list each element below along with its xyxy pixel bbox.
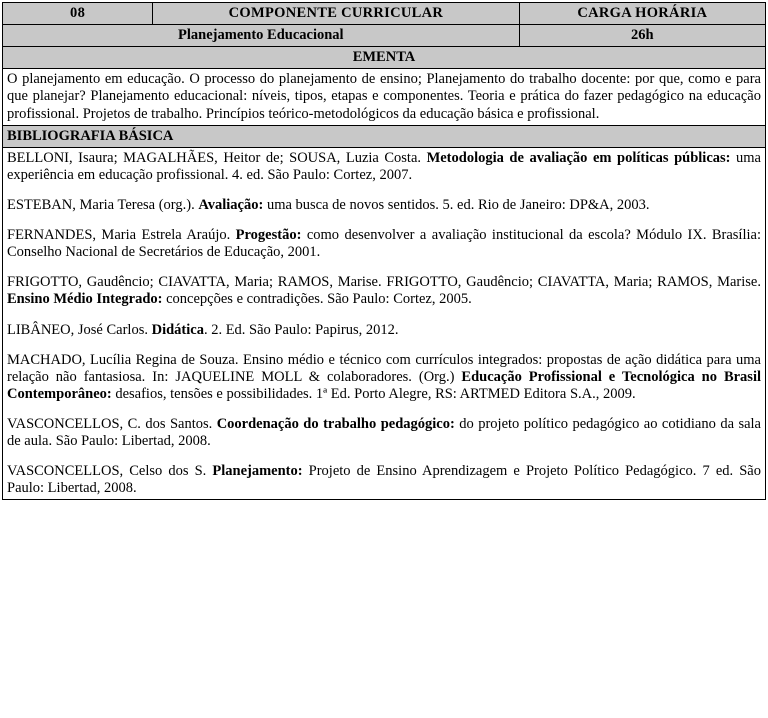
table-row-ementa-body <box>3 69 766 125</box>
reference-text: VASCONCELLOS, Celso dos S. <box>7 463 213 480</box>
reference-title: Ensino Médio Integrado: <box>7 291 163 308</box>
reference-text: FERNANDES, Maria Estrela Araújo. <box>7 227 236 244</box>
component-name-cell: Planejamento Educacional <box>3 25 520 47</box>
document-page <box>0 2 768 500</box>
bibliography-entry <box>7 197 761 214</box>
reference-text: desafios, tensões e possibilidades. 1ª Ed. Porto Alegre, RS: ARTMED Editora S.A., 2009. <box>111 385 636 402</box>
table-row-header <box>3 3 766 25</box>
reference-title: Progestão: <box>235 227 302 244</box>
bibliografia-section-title: BIBLIOGRAFIA BÁSICA <box>3 125 766 147</box>
reference-title: Avaliação: <box>198 196 264 213</box>
bibliography-entry <box>7 322 761 339</box>
reference-text: ESTEBAN, Maria Teresa (org.). <box>7 196 199 213</box>
workload-value-cell: 26h <box>519 25 765 47</box>
bibliography-entry <box>7 463 761 497</box>
component-code-cell: 08 <box>3 3 153 25</box>
reference-title: Planejamento: <box>212 463 303 480</box>
bibliografia-list <box>3 147 766 500</box>
ementa-section-title: EMENTA <box>3 47 766 69</box>
reference-text: LIBÂNEO, José Carlos. <box>7 321 152 338</box>
reference-text: concepções e contradições. São Paulo: Cortez, 2005. <box>162 291 472 308</box>
reference-text: MACHADO, Lucília Regina de Souza. Ensino médio e técnico com currículos integrados: propostas de ação didática para uma relação não fantasiosa. In: JAQUELINE MOLL & colaboradores. (Org.) <box>7 351 761 385</box>
component-title-header: COMPONENTE CURRICULAR <box>153 3 519 25</box>
reference-text: FRIGOTTO, Gaudêncio; CIAVATTA, Maria; RAMOS, Marise. FRIGOTTO, Gaudêncio; CIAVATTA, Maria; RAMOS, Marise. <box>7 274 761 291</box>
workload-header: CARGA HORÁRIA <box>519 3 765 25</box>
reference-text: uma busca de novos sentidos. 5. ed. Rio de Janeiro: DP&A, 2003. <box>263 196 650 213</box>
bibliography-entry <box>7 416 761 450</box>
reference-text: do projeto político pedagógico ao cotidiano da sala de aula. São Paulo: Libertad, 2008. <box>7 415 761 450</box>
reference-title: Coordenação do trabalho pedagógico: <box>216 415 455 432</box>
table-row-ementa-title <box>3 47 766 69</box>
bibliography-entry <box>7 150 761 184</box>
reference-title: Didática <box>151 321 204 338</box>
table-row-biblio-body <box>3 147 766 500</box>
reference-text: uma experiência em educação profissional. 4. ed. São Paulo: Cortez, 2007. <box>7 149 761 183</box>
curricular-component-table <box>2 2 766 500</box>
reference-title: Educação Profissional e Tecnológica no Brasil Contemporâneo: <box>7 368 762 402</box>
ementa-text: O planejamento em educação. O processo do planejamento de ensino; Planejamento do trabalho docente: por que, como e para que planejar? Planejamento educacional: níveis, tipos, etapas e componentes. Teoria e prática do fazer pedagógico na educação profissional. Projetos de trabalho. Princípios teórico-metodológicos da educação básica e profissional. <box>3 69 766 125</box>
reference-title: Metodologia de avaliação em políticas públicas: <box>426 149 731 166</box>
reference-text: Projeto de Ensino Aprendizagem e Projeto Político Pedagógico. 7 ed. São Paulo: Libertad, 2008. <box>7 463 761 497</box>
reference-text: BELLONI, Isaura; MAGALHÃES, Heitor de; SOUSA, Luzia Costa. <box>7 149 427 166</box>
reference-text: . 2. Ed. São Paulo: Papirus, 2012. <box>203 321 399 338</box>
bibliography-entry <box>7 227 761 261</box>
table-row-values <box>3 25 766 47</box>
bibliography-entry <box>7 352 761 403</box>
bibliography-entry <box>7 274 761 308</box>
reference-text: como desenvolver a avaliação institucional da escola? Módulo IX. Brasília: Conselho Nacional de Secretários de Educação, 2001. <box>7 227 761 261</box>
reference-text: VASCONCELLOS, C. dos Santos. <box>7 415 217 432</box>
table-row-biblio-title <box>3 125 766 147</box>
